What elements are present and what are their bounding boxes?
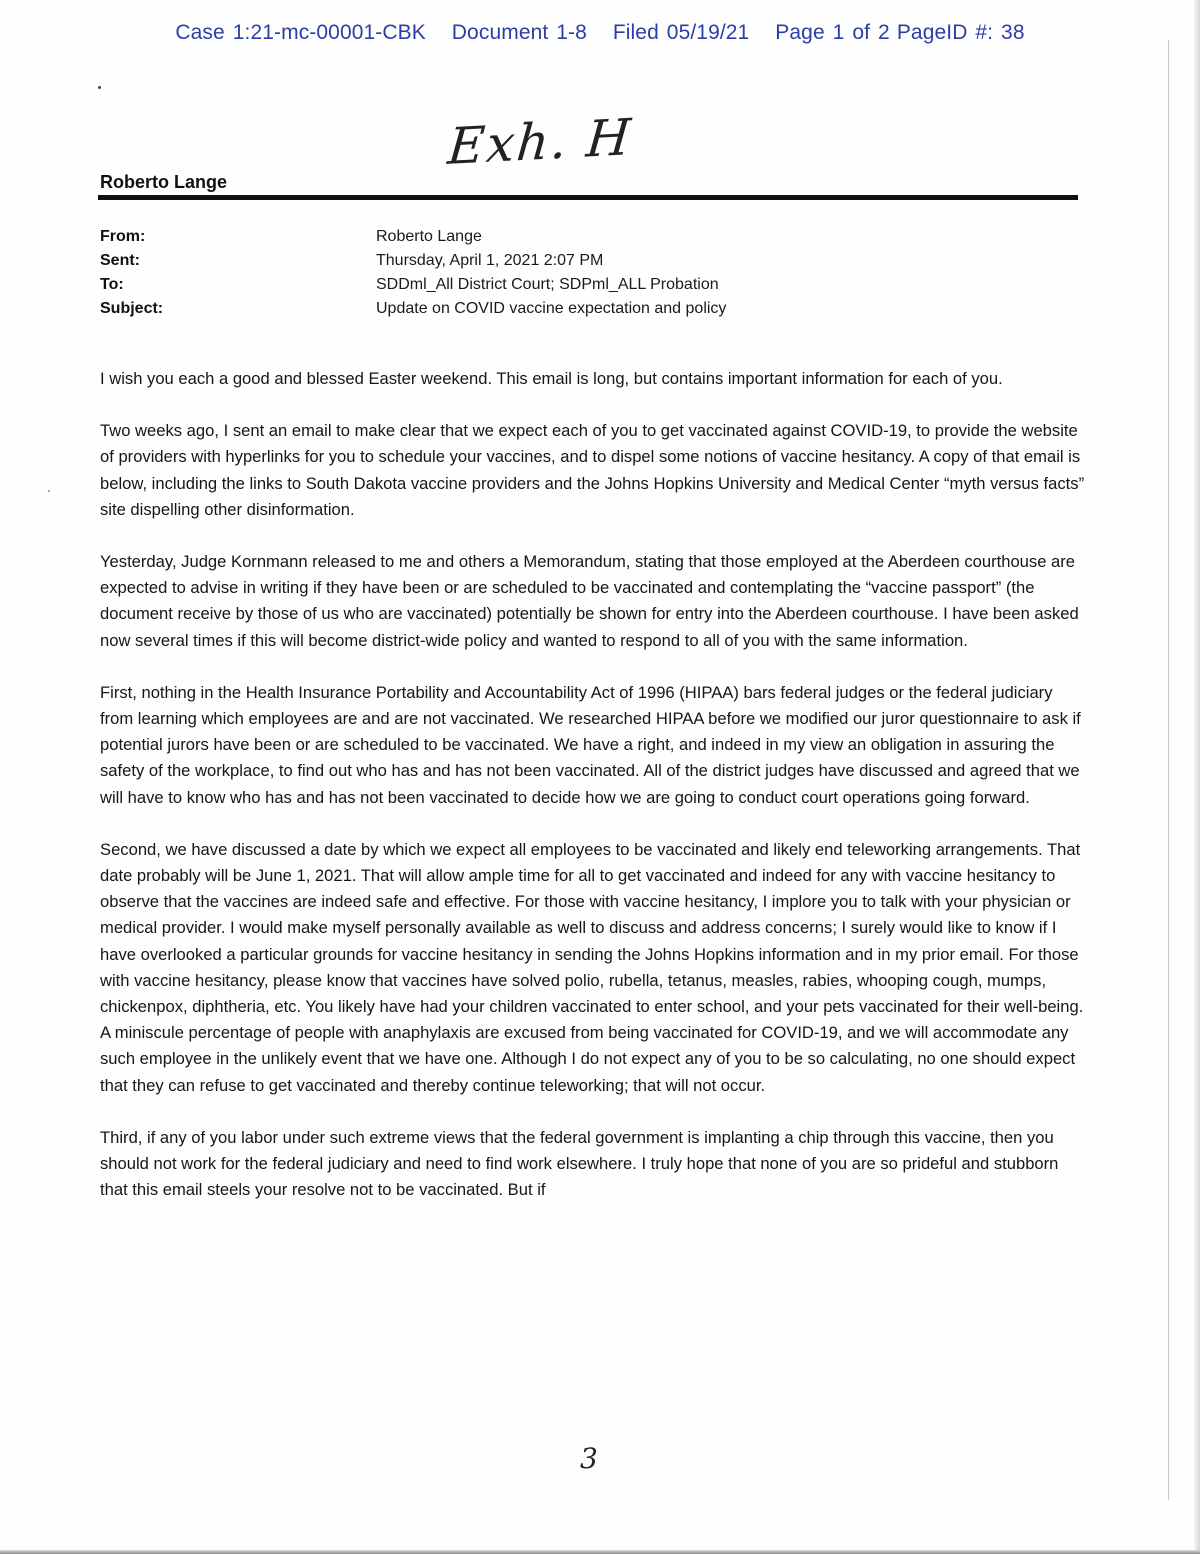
to-value: SDDml_All District Court; SDPml_ALL Probation	[376, 276, 719, 293]
paragraph-prior-email: Two weeks ago, I sent an email to make clear that we expect each of you to get vaccinated against COVID-19, to provide the website of providers with hyperlinks for you to schedule your vaccines, and to dispel some notions of vaccine hesitancy. A copy of that email is below, including the links to South Dakota vaccine providers and the Johns Hopkins University and Medical Center “myth versus facts” site dispelling other disinformation.	[100, 421, 1085, 519]
heading-divider	[98, 195, 1078, 200]
email-to-row	[100, 273, 726, 297]
paragraph-greeting: I wish you each a good and blessed Easter weekend. This email is long, but contains important information for each of you.	[100, 369, 1003, 388]
email-body	[100, 366, 1085, 1229]
scan-speck	[98, 86, 101, 89]
sender-heading: Roberto Lange	[100, 172, 228, 192]
subject-value: Update on COVID vaccine expectation and policy	[376, 300, 727, 317]
handwritten-exhibit-label: Exh. H	[445, 108, 635, 176]
from-label: From:	[100, 228, 146, 245]
sent-value: Thursday, April 1, 2021 2:07 PM	[376, 252, 604, 269]
document-number: Document 1-8	[451, 21, 587, 44]
handwritten-page-number: 3	[580, 1442, 598, 1475]
case-number: Case 1:21-mc-00001-CBK	[175, 21, 426, 44]
court-filing-header	[0, 21, 1200, 45]
email-header-fields	[100, 225, 726, 321]
scan-right-edge	[1194, 0, 1200, 1554]
from-value: Roberto Lange	[376, 228, 482, 245]
subject-label: Subject:	[100, 300, 164, 317]
page-id: PageID #: 38	[896, 21, 1025, 44]
page-of-pages: Page 1 of 2	[775, 21, 890, 44]
scan-bottom-edge	[0, 1550, 1200, 1554]
paragraph-memorandum: Yesterday, Judge Kornmann released to me and others a Memorandum, stating that those employed at the Aberdeen courthouse are expected to advise in writing if they have been or are scheduled to be vaccinated and contemplating the “vaccine passport” (the document receive by those of us who are vaccinated) potentially be shown for entry into the Aberdeen courthouse. I have been asked now several times if this will become district-wide policy and wanted to respond to all of you with the same information.	[100, 552, 1079, 650]
filed-date: Filed 05/19/21	[612, 21, 750, 44]
paragraph-second-deadline: Second, we have discussed a date by which we expect all employees to be vaccinated and likely end teleworking arrangements. That date probably will be June 1, 2021. That will allow ample time for all to get vaccinated and indeed for any with vaccine hesitancy to observe that the vaccines are indeed safe and effective. For those with vaccine hesitancy, I implore you to talk with your physician or medical provider. I would make myself personally available as well to discuss and address concerns; I surely would like to know if I have overlooked a particular grounds for vaccine hesitancy in sending the Johns Hopkins information and in my prior email. For those with vaccine hesitancy, please know that vaccines have solved polio, rubella, tetanus, measles, rabies, whooping cough, mumps, chickenpox, diphtheria, etc. You likely have had your children vaccinated to enter school, and your pets vaccinated for their well-being. A miniscule percentage of people with anaphylaxis are excused from being vaccinated for COVID-19, and we will accommodate any such employee in the unlikely event that we have one. Although I do not expect any of you to be so calculating, no one should expect that they can refuse to get vaccinated and thereby continue teleworking; that will not occur.	[100, 839, 1084, 1095]
paragraph-first-hipaa: First, nothing in the Health Insurance Portability and Accountability Act of 1996 (HIPAA) bars federal judges or the federal judiciary from learning which employees are and are not vaccinated. We researched HIPAA before we modified our juror questionnaire to ask if potential jurors have been or are scheduled to be vaccinated. We have a right, and indeed in my view an obligation in assuring the safety of the workplace, to find out who has and has not been vaccinated. All of the district judges have discussed and agreed that we will have to know who has and has not been vaccinated to decide how we are going to conduct court operations going forward.	[100, 682, 1081, 807]
email-from-row	[100, 225, 726, 249]
scan-speck	[48, 490, 50, 492]
email-sent-row	[100, 249, 726, 273]
to-label: To:	[100, 276, 124, 293]
email-subject-row	[100, 297, 726, 321]
scan-edge-line	[1168, 40, 1169, 1500]
paragraph-third: Third, if any of you labor under such extreme views that the federal government is implanting a chip through this vaccine, then you should not work for the federal judiciary and need to find work elsewhere. I truly hope that none of you are so prideful and stubborn that this email steels your resolve not to be vaccinated. But if	[100, 1127, 1059, 1200]
sent-label: Sent:	[100, 252, 140, 269]
